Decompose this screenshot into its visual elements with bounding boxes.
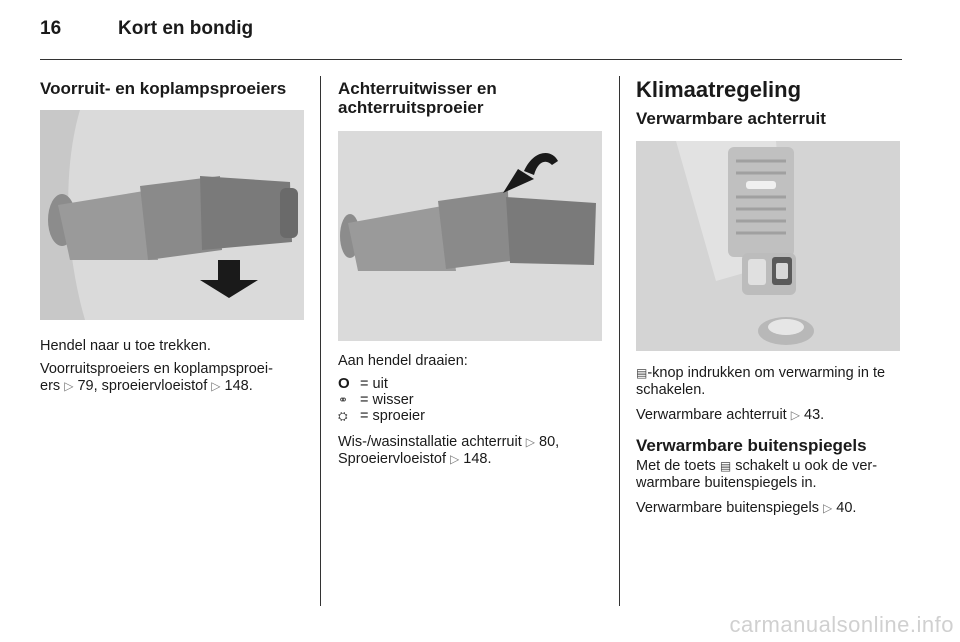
washer-icon: ⛭ (338, 409, 348, 423)
reference-text: Verwarmbare buitenspiegels ▷ 40. (636, 500, 857, 516)
reference-text: Verwarmbare achterruit ▷ 43. (636, 407, 825, 423)
section-heading: Achterruitwisser en achterruitsproeier (338, 79, 497, 117)
page-ref-link[interactable]: 79 (77, 378, 94, 394)
page-ref-arrow-icon: ▷ (525, 435, 535, 449)
dashboard-illustration (636, 141, 900, 351)
page-ref-link[interactable]: 80 (539, 434, 556, 450)
definition-item: O = uit (338, 375, 388, 392)
page-ref-link[interactable]: 43 (804, 407, 821, 423)
page-ref-arrow-icon: ▷ (823, 501, 833, 515)
page-ref-arrow-icon: ▷ (790, 408, 800, 422)
dashboard-button-photo (636, 141, 900, 351)
reference-text: Wis-/wasinstallatie achterruit ▷ 80, Sproeiervloeistof ▷ 148. (338, 434, 560, 467)
header-rule (40, 59, 902, 60)
definition-item: ⛭ = sproeier (338, 408, 425, 424)
section-heading: Voorruit- en koplampsproeiers (40, 79, 287, 98)
stalk-illustration (40, 110, 304, 320)
instruction-text: ▤-knop indrukken om verwarming in te schakelen. (636, 365, 886, 398)
stalk-illustration (338, 131, 602, 341)
heated-mirror-icon: ▤ (719, 459, 732, 473)
stalk-pull-illustration (40, 110, 304, 320)
page-ref-link[interactable]: 148 (463, 451, 488, 467)
watermark: carmanualsonline.info (729, 612, 954, 637)
column-rear-wiper (338, 76, 602, 468)
page-ref-arrow-icon: ▷ (450, 452, 460, 466)
instruction-text: Hendel naar u toe trekken. (40, 338, 211, 354)
down-arrow-icon (200, 260, 258, 298)
wiper-icon: ⚭ (338, 393, 349, 407)
page-number: 16 (40, 18, 62, 39)
section-heading: Verwarmbare buitenspiegels (636, 436, 867, 455)
page-header (40, 18, 253, 40)
instruction-text: Aan hendel draaien: (338, 353, 468, 369)
page-ref-arrow-icon: ▷ (211, 379, 221, 393)
section-heading: Verwarmbare achterruit (636, 109, 826, 128)
page-ref-link[interactable]: 148 (224, 378, 249, 394)
stalk-rotate-illustration (338, 131, 602, 341)
instruction-text: Met de toets ▤ schakelt u ook de ver- warmbare buitenspiegels in. (636, 458, 878, 491)
heated-rear-window-icon: ▤ (636, 366, 648, 380)
symbol-definition-list (338, 376, 602, 424)
definition-item: ⚭ = wisser (338, 392, 414, 408)
column-divider (619, 76, 620, 606)
column-divider (320, 76, 321, 606)
column-climate-control (636, 76, 902, 517)
page-ref-arrow-icon: ▷ (64, 379, 74, 393)
page-title: Kort en bondig (118, 18, 254, 39)
off-symbol: O (338, 375, 350, 392)
chapter-title: Klimaatregeling (636, 77, 802, 102)
reference-text: Voorruitsproeiers en koplampsproei- ers ▷ 79, sproeiervloeistof ▷ 148. (40, 361, 273, 394)
page-ref-link[interactable]: 40 (836, 500, 853, 516)
column-windscreen-washers (40, 76, 304, 395)
